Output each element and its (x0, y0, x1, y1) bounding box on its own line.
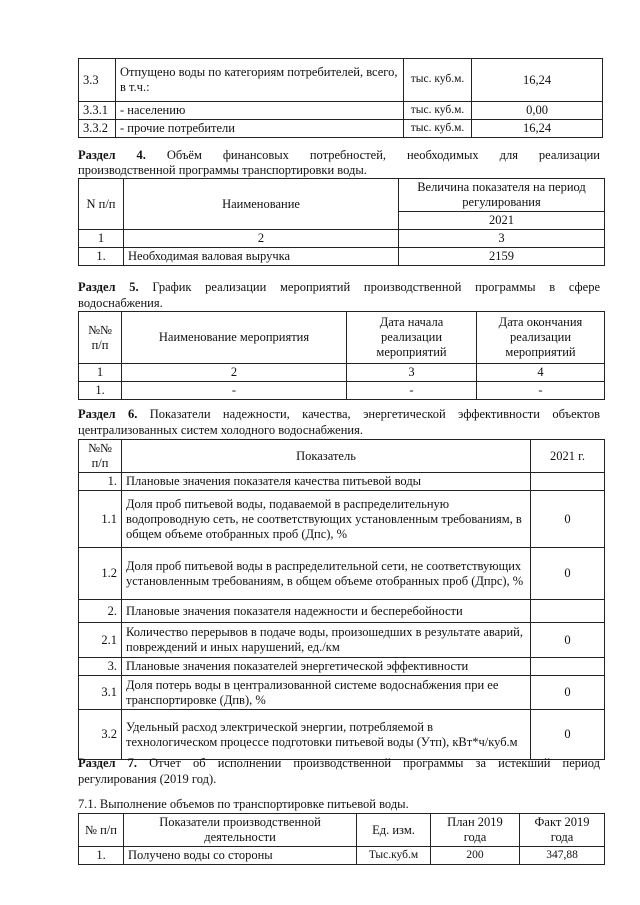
header-num: №№ п/п (79, 440, 122, 473)
header-fact: Факт 2019 года (520, 814, 605, 847)
cell-value: 0 (531, 676, 605, 710)
cell-name: Количество перерывов в подаче воды, произошедших в результате аварий, повреждений и иных нарушений, ед./км (122, 623, 531, 658)
cell-num: 2. (79, 600, 122, 623)
cell-num: 1. (79, 473, 122, 491)
cell-value: 2159 (399, 248, 605, 266)
header-plan: План 2019 года (431, 814, 520, 847)
cell-name: Получено воды со стороны (124, 847, 357, 865)
header-start: Дата начала реализации мероприятий (347, 312, 477, 364)
cell-name: - населению (116, 102, 404, 120)
cell-value: 0 (531, 491, 605, 548)
cell-num: 1. (79, 248, 124, 266)
cell-start: - (347, 382, 477, 400)
header-name: Наименование мероприятия (122, 312, 347, 364)
section7-subheading: 7.1. Выполнение объемов по транспортировке питьевой воды. (78, 797, 409, 811)
section7-heading: Раздел 7. Отчет об исполнении производственной программы за истекший период (78, 756, 600, 770)
cell-num: 3.3.2 (79, 120, 116, 138)
cell-name: Необходимая валовая выручка (124, 248, 399, 266)
cell-unit: тыс. куб.м. (404, 102, 472, 120)
header-unit: Ед. изм. (357, 814, 431, 847)
section6-heading: Раздел 6. Показатели надежности, качества, энергетической эффективности объектов (78, 407, 600, 421)
header-num: № п/п (79, 814, 124, 847)
header-name: Показатель (122, 440, 531, 473)
header-num: N п/п (79, 179, 124, 230)
cell-value (531, 600, 605, 623)
index-cell: 1 (79, 364, 122, 382)
cell-value: 16,24 (472, 59, 603, 102)
cell-name: Доля проб питьевой воды в распределительной сети, не соответствующих установленным требованиям, в общем объеме отобранных проб (Дпрс), % (122, 548, 531, 600)
section5-heading: Раздел 5. График реализации мероприятий производственной программы в сфере (78, 280, 600, 294)
header-end: Дата окончания реализации мероприятий (477, 312, 605, 364)
cell-value: 16,24 (472, 120, 603, 138)
header-name: Показатели производственной деятельности (124, 814, 357, 847)
section7-heading-cont: регулирования (2019 год). (78, 772, 217, 786)
cell-unit: тыс. куб.м. (404, 120, 472, 138)
consumption-table (78, 58, 603, 138)
cell-unit: тыс. куб.м. (404, 59, 472, 102)
header-year: 2021 г. (531, 440, 605, 473)
cell-value (531, 473, 605, 491)
cell-name: - прочие потребители (116, 120, 404, 138)
index-cell: 3 (399, 230, 605, 248)
cell-name: Удельный расход электрической энергии, потребляемой в технологическом процессе подготовки питьевой воды (Утп), кВт*ч/куб.м (122, 710, 531, 760)
header-num: №№ п/п (79, 312, 122, 364)
index-cell: 3 (347, 364, 477, 382)
cell-num: 3.3.1 (79, 102, 116, 120)
cell-name: Плановые значения показателя надежности и бесперебойности (122, 600, 531, 623)
section6-heading-cont: централизованных систем холодного водоснабжения. (78, 423, 363, 437)
header-name: Наименование (124, 179, 399, 230)
index-cell: 2 (122, 364, 347, 382)
cell-num: 2.1 (79, 623, 122, 658)
cell-value (531, 658, 605, 676)
cell-num: 1.1 (79, 491, 122, 548)
section6-table (78, 439, 605, 760)
cell-num: 1.2 (79, 548, 122, 600)
cell-name: Доля потерь воды в централизованной системе водоснабжения при ее транспортировке (Дпв), % (122, 676, 531, 710)
cell-value: 0 (531, 548, 605, 600)
cell-num: 3.3 (79, 59, 116, 102)
cell-value: 0 (531, 623, 605, 658)
cell-num: 3. (79, 658, 122, 676)
index-cell: 2 (124, 230, 399, 248)
cell-name: - (122, 382, 347, 400)
cell-value: 0,00 (472, 102, 603, 120)
cell-plan: 200 (431, 847, 520, 865)
header-value: Величина показателя на период регулирования (399, 179, 605, 212)
cell-num: 1. (79, 382, 122, 400)
cell-end: - (477, 382, 605, 400)
cell-fact: 347,88 (520, 847, 605, 865)
section7-table (78, 813, 605, 865)
section4-table (78, 178, 605, 266)
cell-num: 3.1 (79, 676, 122, 710)
cell-num: 3.2 (79, 710, 122, 760)
section4-heading-cont: производственной программы транспортировки воды. (78, 163, 367, 177)
section4-heading: Раздел 4. Объём финансовых потребностей, необходимых для реализации (78, 148, 600, 162)
section5-table (78, 311, 605, 400)
cell-num: 1. (79, 847, 124, 865)
index-cell: 4 (477, 364, 605, 382)
cell-name: Плановые значения показателей энергетической эффективности (122, 658, 531, 676)
header-year: 2021 (399, 212, 605, 230)
cell-value: 0 (531, 710, 605, 760)
section5-heading-cont: водоснабжения. (78, 296, 163, 310)
cell-unit: Тыс.куб.м (357, 847, 431, 865)
index-cell: 1 (79, 230, 124, 248)
cell-name: Плановые значения показателя качества питьевой воды (122, 473, 531, 491)
cell-name: Отпущено воды по категориям потребителей, всего, в т.ч.: (116, 59, 404, 102)
cell-name: Доля проб питьевой воды, подаваемой в распределительную водопроводную сеть, не соответствующих установленным требованиям, в общем объеме отобранных проб (Дпс), % (122, 491, 531, 548)
